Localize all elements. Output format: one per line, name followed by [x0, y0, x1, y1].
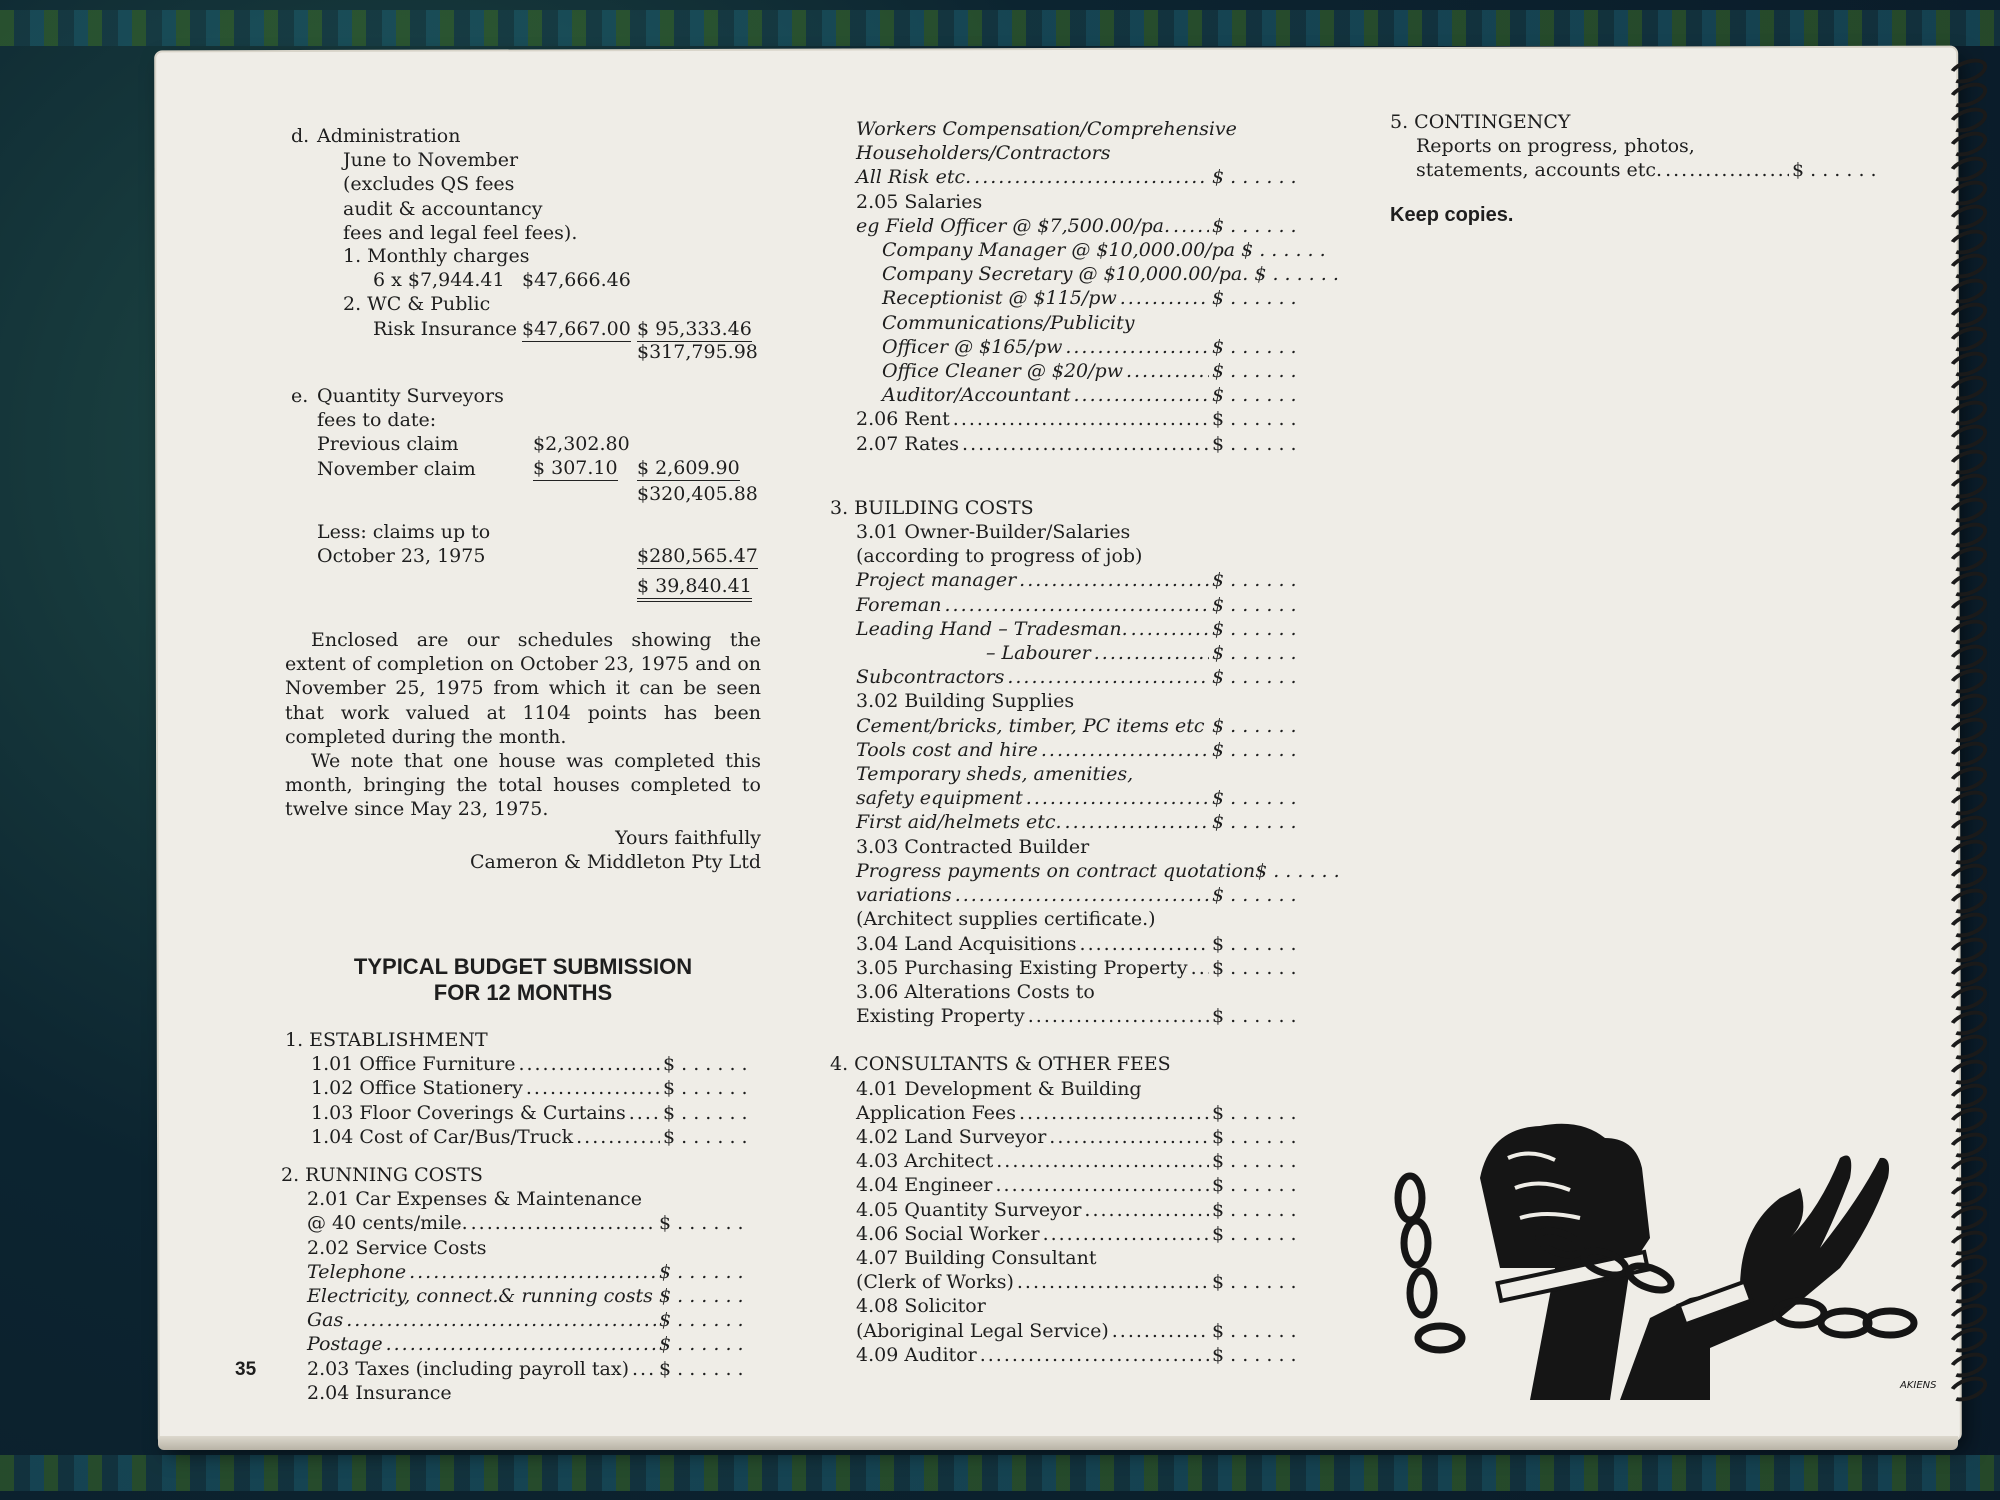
letter-body — [285, 628, 761, 874]
qs-letter: e. — [291, 385, 309, 407]
budget-line: 1.02 Office Stationery ..... $ . . . — [285, 1076, 761, 1100]
budget-line: 3.05 Purchasing Existing Property ..... $ . . . — [830, 956, 1310, 980]
budget-heading — [285, 954, 761, 1006]
less-claims-value: $280,565.47 — [637, 544, 758, 569]
budget-line: 3.02 Building Supplies — [856, 690, 1075, 713]
admin-letter: d. — [291, 125, 310, 147]
budget-line: Leading Hand – Tradesman. ..... $ . . . — [830, 617, 1310, 641]
carpet-background-bottom — [0, 1455, 2000, 1491]
budget-line: (Aboriginal Legal Service) ..... $ . . . — [830, 1319, 1310, 1343]
qs-line: fees to date: — [317, 409, 437, 432]
contingency-line: Reports on progress, photos, — [1416, 135, 1695, 158]
budget-line: 2.06 Rent ..... $ . . . — [830, 407, 1310, 431]
building-costs-section — [830, 496, 1310, 1028]
budget-line: 3.06 Alterations Costs to — [856, 980, 1095, 1003]
monthly-charges-sub: 6 x $7,944.41 — [373, 269, 505, 292]
budget-line: 4.07 Building Consultant — [856, 1246, 1097, 1269]
budget-line: 2.02 Service Costs — [307, 1236, 487, 1259]
qs-section — [285, 384, 765, 480]
budget-line: Application Fees ..... $ . . . — [830, 1101, 1310, 1125]
budget-line: Foreman ..... $ . . . — [830, 593, 1310, 617]
salary-line: Officer @ $165/pw ..... $ . . . — [830, 335, 1310, 359]
salary-line: Auditor/Accountant ..... $ . . . — [830, 383, 1310, 407]
budget-line: 4.06 Social Worker ..... $ . . . — [830, 1222, 1310, 1246]
budget-line: (Architect supplies certificate.) — [856, 908, 1156, 931]
salary-line: eg Field Officer @ $7,500.00/pa. ..... $ . . . — [830, 214, 1310, 238]
section-heading: 2. RUNNING COSTS — [281, 1164, 483, 1187]
admin-line: (excludes QS fees — [343, 173, 515, 196]
establishment-section — [285, 1028, 761, 1149]
budget-line: 3.01 Owner-Builder/Salaries — [856, 521, 1131, 544]
spiral-binding — [1948, 60, 1992, 1400]
qs-item-total: $ 2,609.90 — [637, 456, 740, 481]
signature: Cameron & Middleton Pty Ltd — [469, 850, 761, 873]
november-claim-value: $ 307.10 — [533, 456, 618, 481]
budget-line: variations ..... $ . . . — [830, 883, 1310, 907]
budget-line: 1.04 Cost of Car/Bus/Truck ..... $ . . . — [285, 1125, 761, 1149]
carpet-background — [0, 10, 2000, 46]
wc-public-sub: Risk Insurance — [373, 317, 517, 340]
budget-line: Cement/bricks, timber, PC items etc ..... $ . . . — [830, 714, 1310, 738]
november-claim-label: November claim — [317, 457, 476, 480]
broken-chains-fists-icon — [1380, 1118, 1936, 1400]
admin-line: fees and legal feel fees). — [343, 221, 578, 244]
admin-item-total: $ 95,333.46 — [637, 317, 752, 342]
budget-line: Project manager ..... $ . . . — [830, 568, 1310, 592]
budget-line: 2.03 Taxes (including payroll tax) ..... $ . . . — [281, 1357, 757, 1381]
keep-copies-note: Keep copies. — [1390, 203, 1514, 226]
wc-public-label: 2. WC & Public — [343, 293, 491, 316]
budget-line: 4.09 Auditor ..... $ . . . — [830, 1343, 1310, 1367]
salary-line: Company Manager @ $10,000.00/pa $ . . . — [830, 238, 1310, 262]
section-heading: 1. ESTABLISHMENT — [285, 1029, 488, 1052]
contingency-line: statements, accounts etc. ..... $ . . . — [1390, 158, 1890, 182]
salary-line: Office Cleaner @ $20/pw ..... $ . . . — [830, 359, 1310, 383]
budget-line: 4.03 Architect ..... $ . . . — [830, 1149, 1310, 1173]
insurance-line: Workers Compensation/Comprehensive — [856, 118, 1237, 140]
budget-line: 1.03 Floor Coverings & Curtains ..... $ . . . — [285, 1101, 761, 1125]
budget-line: – Labourer ..... $ . . . — [830, 641, 1310, 665]
budget-line: Electricity, connect.& running costs ..... $ . . . — [281, 1284, 757, 1308]
budget-line: (according to progress of job) — [856, 545, 1143, 568]
admin-line: audit & accountancy — [343, 197, 543, 220]
artist-signature: AKIENS — [1900, 1380, 1936, 1391]
budget-line: 2.07 Rates ..... $ . . . — [830, 432, 1310, 456]
budget-heading-line: FOR 12 MONTHS — [433, 980, 613, 1006]
salary-line: Receptionist @ $115/pw ..... $ . . . — [830, 286, 1310, 310]
qs-line: Quantity Surveyors — [317, 385, 504, 407]
insurance-line: Householders/Contractors — [856, 142, 1111, 165]
less-line: Less: claims up to — [317, 521, 491, 543]
budget-line: 4.08 Solicitor — [856, 1295, 986, 1318]
previous-claim-value: $2,302.80 — [533, 433, 630, 455]
running-costs-section — [281, 1163, 757, 1405]
section-heading: 4. CONSULTANTS & OTHER FEES — [830, 1053, 1171, 1076]
page-number: 35 — [235, 1359, 257, 1380]
budget-line: 4.04 Engineer ..... $ . . . — [830, 1173, 1310, 1197]
budget-line: 4.05 Quantity Surveyor ..... $ . . . — [830, 1198, 1310, 1222]
budget-line: Tools cost and hire ..... $ . . . — [830, 738, 1310, 762]
budget-line: First aid/helmets etc. ..... $ . . . — [830, 810, 1310, 834]
salary-line: Company Secretary @ $10,000.00/pa. $ . . . — [830, 262, 1310, 286]
budget-line: 4.01 Development & Building — [856, 1077, 1142, 1100]
budget-line: All Risk etc. ..... $ . . . — [830, 165, 1310, 189]
budget-line: (Clerk of Works) ..... $ . . . — [830, 1270, 1310, 1294]
less-section — [285, 520, 765, 598]
budget-line: 3.04 Land Acquisitions ..... $ . . . — [830, 932, 1310, 956]
section-heading: 3. BUILDING COSTS — [830, 496, 1034, 519]
budget-line: 2.01 Car Expenses & Maintenance — [307, 1188, 642, 1211]
budget-line: safety equipment ..... $ . . . — [830, 786, 1310, 810]
letter-paragraph: We note that one house was completed this month, bringing the total houses completed to twelve since May 23, 1975. — [285, 750, 761, 821]
budget-line: Existing Property ..... $ . . . — [830, 1004, 1310, 1028]
budget-line: Temporary sheds, amenities, — [856, 763, 1134, 786]
wc-public-value: $47,667.00 — [522, 317, 631, 342]
admin-subtotal: $317,795.98 — [637, 341, 758, 363]
qs-subtotal: $320,405.88 — [637, 483, 758, 505]
previous-claim-label: Previous claim — [317, 433, 459, 456]
budget-line: Telephone ..... $ . . . — [281, 1260, 757, 1284]
monthly-charges-value: $47,666.46 — [522, 269, 631, 291]
budget-line: @ 40 cents/mile. ..... $ . . . — [281, 1211, 757, 1235]
budget-line: Gas ..... $ . . . — [281, 1308, 757, 1332]
budget-line: Subcontractors ..... $ . . . — [830, 665, 1310, 689]
monthly-charges-label: 1. Monthly charges — [343, 245, 530, 267]
salary-line: Communications/Publicity — [882, 311, 1135, 334]
closing: Yours faithfully — [615, 826, 761, 849]
column-right — [1390, 110, 1890, 227]
admin-line: June to November — [343, 149, 519, 172]
balance-total: $ 39,840.41 — [637, 574, 752, 602]
letter-paragraph: Enclosed are our schedules showing the extent of completion on October 23, 1975 and on November 25, 1975 from which it can be seen that work valued at 1104 points has been completed during the month. — [285, 629, 761, 748]
admin-section — [285, 124, 765, 340]
page-stack-edge — [158, 1436, 1958, 1450]
section-heading: 5. CONTINGENCY — [1390, 111, 1571, 133]
budget-line: 2.04 Insurance — [307, 1381, 452, 1404]
admin-line: Administration — [317, 125, 461, 147]
consultants-section — [830, 1052, 1310, 1367]
budget-line: Postage ..... $ . . . — [281, 1332, 757, 1356]
budget-line: 1.01 Office Furniture ..... $ . . . — [285, 1052, 761, 1076]
budget-line: 2.05 Salaries — [856, 190, 983, 213]
budget-heading-line: TYPICAL BUDGET SUBMISSION — [353, 954, 693, 980]
column-left — [281, 124, 765, 1405]
less-line: October 23, 1975 — [317, 545, 486, 568]
budget-line: Progress payments on contract quotation $ . . . — [830, 859, 1310, 883]
budget-line: 4.02 Land Surveyor ..... $ . . . — [830, 1125, 1310, 1149]
column-middle — [830, 117, 1310, 1367]
budget-line: 3.03 Contracted Builder — [856, 835, 1090, 858]
